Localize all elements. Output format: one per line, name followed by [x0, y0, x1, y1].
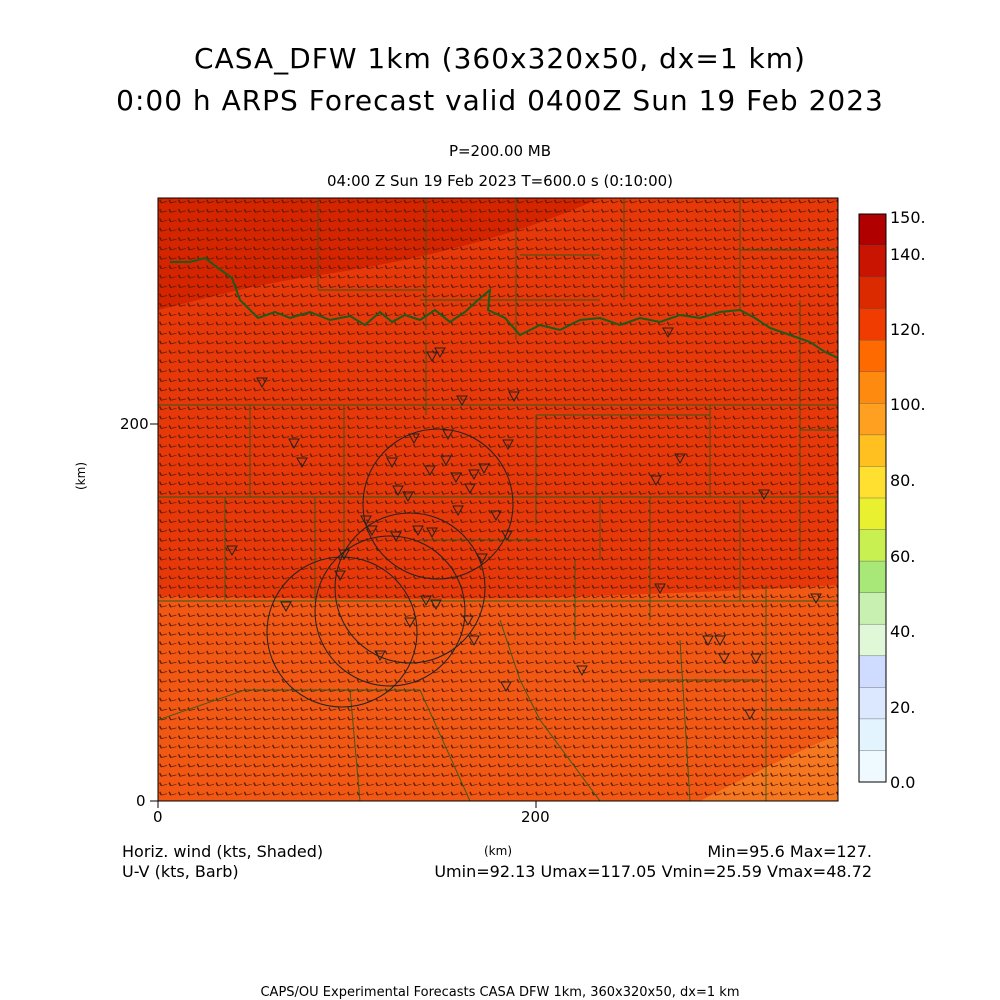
colorbar-swatch [859, 309, 886, 341]
wind-barb [836, 764, 844, 768]
colorbar-swatch [859, 403, 886, 435]
wind-barb [836, 491, 844, 495]
legend-min-max: Min=95.6 Max=127. [707, 842, 872, 861]
wind-barb [836, 792, 844, 796]
wind-barb [836, 425, 844, 429]
wind-barb [836, 200, 844, 204]
colorbar-swatch [859, 656, 886, 688]
colorbar-label: 60. [890, 547, 916, 566]
legend-barb-field: U-V (kts, Barb) [122, 862, 239, 881]
colorbar-label: 100. [890, 395, 926, 414]
colorbar-swatch [859, 750, 886, 782]
wind-barb [836, 275, 844, 279]
wind-barb [836, 679, 844, 683]
colorbar-label: 0.0 [890, 773, 916, 792]
wind-barb [836, 500, 844, 504]
wind-barb [836, 538, 844, 542]
wind-barb [836, 444, 844, 448]
valid-time-info: 04:00 Z Sun 19 Feb 2023 T=600.0 s (0:10:00) [326, 172, 674, 190]
wind-barb [836, 453, 844, 457]
wind-barb [836, 773, 844, 777]
legend-shaded-field: Horiz. wind (kts, Shaded) [122, 842, 324, 861]
wind-barb [836, 463, 844, 467]
wind-barb [836, 397, 844, 401]
x-tick-label-200: 200 [521, 808, 550, 826]
wind-barb [836, 651, 844, 655]
colorbar-swatch [859, 214, 886, 246]
wind-barb [836, 256, 844, 260]
colorbar-label: 80. [890, 471, 916, 490]
wind-barb [836, 745, 844, 749]
colorbar-label: 150. [890, 208, 926, 227]
wind-barb [836, 247, 844, 251]
wind-barb [836, 341, 844, 345]
colorbar-swatch [859, 372, 886, 404]
wind-barb [836, 294, 844, 298]
x-tick-label-0: 0 [153, 808, 163, 826]
wind-barb [836, 350, 844, 354]
wind-barb [836, 782, 844, 786]
colorbar-swatch [859, 719, 886, 751]
colorbar-label: 40. [890, 622, 916, 641]
wind-barb [836, 359, 844, 363]
wind-barb [836, 670, 844, 674]
wind-barb [836, 369, 844, 373]
wind-barb [836, 284, 844, 288]
x-axis-label: (km) [484, 844, 513, 858]
wind-barb [836, 209, 844, 213]
wind-barb [836, 726, 844, 730]
wind-barb [836, 632, 844, 636]
wind-barb [836, 585, 844, 589]
plot-area [158, 198, 844, 801]
wind-barb [836, 557, 844, 561]
y-axis-label: (km) [74, 461, 88, 490]
wind-barb [836, 660, 844, 664]
wind-barb [836, 265, 844, 269]
wind-barb [836, 378, 844, 382]
wind-barb [836, 416, 844, 420]
colorbar-swatch [859, 277, 886, 309]
wind-barb [836, 331, 844, 335]
wind-barb [836, 237, 844, 241]
wind-barb [836, 594, 844, 598]
colorbar-swatch [859, 498, 886, 530]
wind-barb [836, 435, 844, 439]
wind-barb [836, 688, 844, 692]
wind-barb [836, 754, 844, 758]
wind-barb [836, 519, 844, 523]
wind-barb [836, 388, 844, 392]
colorbar-label: 140. [890, 245, 926, 264]
wind-barb [836, 604, 844, 608]
y-tick-label-200: 200 [120, 415, 149, 433]
footer-credit: CAPS/OU Experimental Forecasts CASA DFW 1km, 360x320x50, dx=1 km [260, 985, 740, 1000]
y-tick-label-0: 0 [136, 792, 146, 810]
colorbar-label: 120. [890, 320, 926, 339]
wind-barb [836, 312, 844, 316]
colorbar-swatch [859, 624, 886, 656]
wind-barb [836, 641, 844, 645]
wind-barb [836, 566, 844, 570]
wind-barb [836, 717, 844, 721]
colorbar-swatch [859, 435, 886, 467]
pressure-level: P=200.00 MB [448, 142, 552, 160]
title-line-1: CASA_DFW 1km (360x320x50, dx=1 km) [194, 42, 806, 75]
wind-barb [836, 472, 844, 476]
wind-barb [836, 623, 844, 627]
wind-barb [836, 482, 844, 486]
wind-barb [836, 218, 844, 222]
colorbar [859, 214, 886, 782]
wind-barb [836, 510, 844, 514]
wind-barb [836, 228, 844, 232]
wind-barb [836, 547, 844, 551]
wind-barb [836, 322, 844, 326]
colorbar-swatch [859, 687, 886, 719]
legend-uv-range: Umin=92.13 Umax=117.05 Vmin=25.59 Vmax=48.72 [434, 862, 872, 881]
colorbar-swatch [859, 593, 886, 625]
wind-barb [836, 303, 844, 307]
wind-barb [836, 529, 844, 533]
colorbar-swatch [859, 561, 886, 593]
wind-barb [836, 576, 844, 580]
wind-barb [836, 735, 844, 739]
colorbar-label: 20. [890, 698, 916, 717]
colorbar-swatch [859, 466, 886, 498]
colorbar-swatch [859, 530, 886, 562]
wind-barb [836, 698, 844, 702]
colorbar-swatch [859, 246, 886, 278]
wind-barb [836, 613, 844, 617]
wind-barb [836, 406, 844, 410]
colorbar-swatch [859, 340, 886, 372]
title-line-2: 0:00 h ARPS Forecast valid 0400Z Sun 19 Feb 2023 [116, 84, 884, 117]
